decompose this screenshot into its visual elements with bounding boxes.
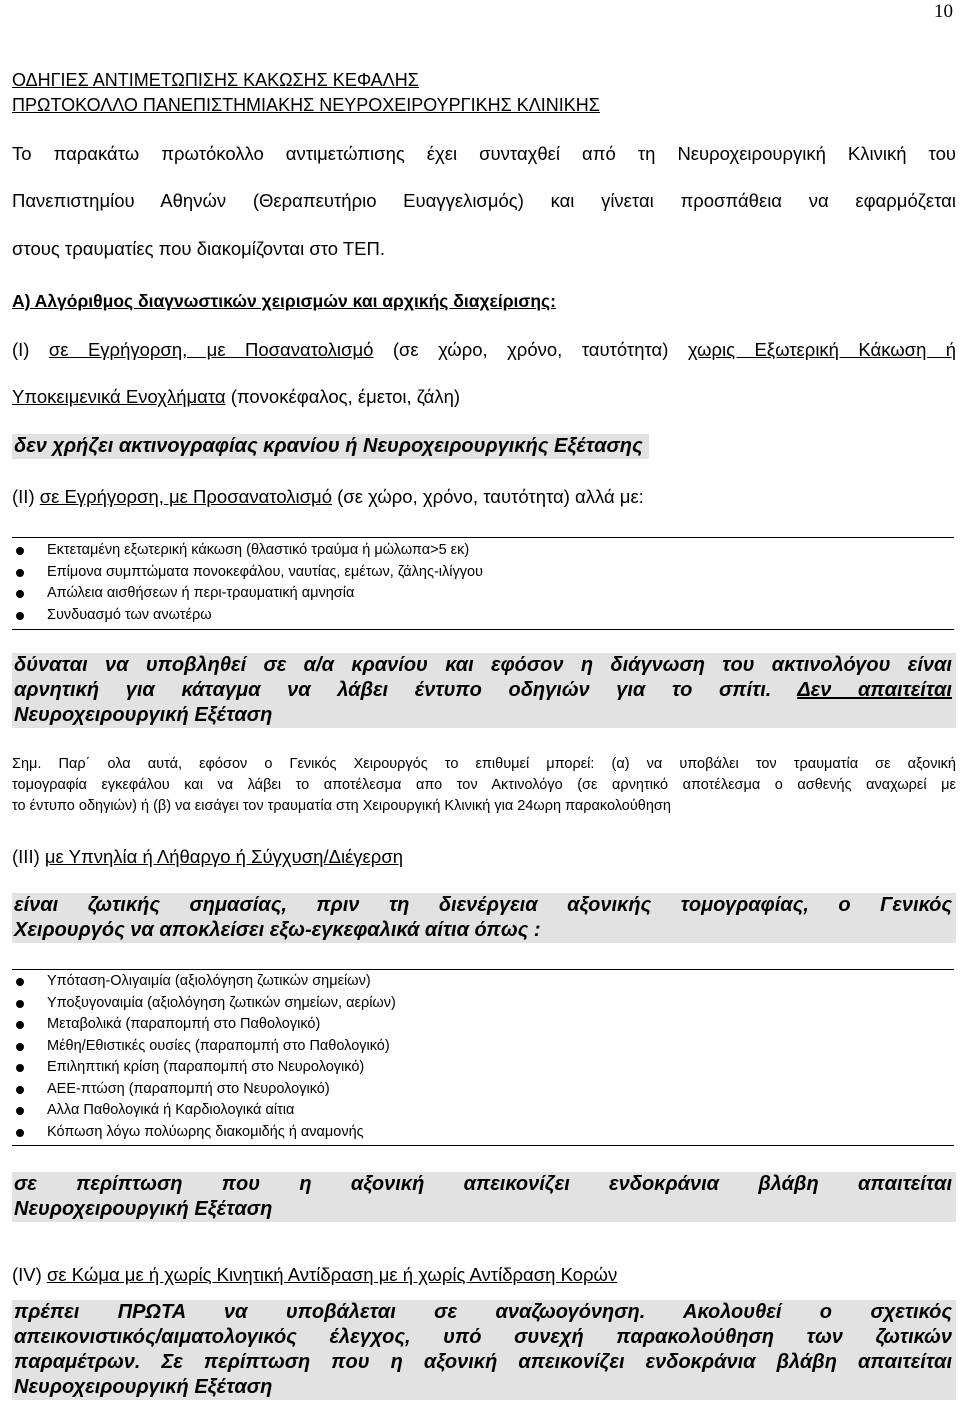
bullet-icon	[16, 1129, 24, 1137]
case-4-line	[12, 1264, 617, 1286]
bullet-icon	[16, 1086, 24, 1094]
case-1-line-2	[12, 386, 460, 408]
case-1-condition: σε Εγρήγορση, με Ποσανατολισμό	[48, 339, 374, 360]
case-1-symptoms-detail: (πονοκέφαλος, έμετοι, ζάλη)	[230, 386, 461, 407]
case-4-highlight	[12, 1300, 956, 1400]
intro-line-1: Το παρακάτω πρωτόκολλο αντιμετώπισης έχει συνταχθεί από τη Νευροχειρουργική Κλινική του	[12, 143, 956, 164]
bullet-icon	[16, 1043, 24, 1051]
list-item: Αλλα Παθολογικά ή Καρδιολογικά αίτια	[12, 1100, 954, 1122]
case-3-after-line-1: σε περίπτωση που η αξονική απεικονίζει ενδοκράνια βλάβη απαιτείται	[14, 1173, 952, 1195]
bullet-icon	[16, 978, 24, 986]
case-1-symptoms: Υποκειμενικά Ενοχλήματα	[12, 386, 226, 407]
list-item: Μεταβολικά (παραπομπή στο Παθολογικό)	[12, 1014, 954, 1036]
note-line-2: τομογραφία εγκεφάλου και να λάβει το αποτέλεσμα απο τον Ακτινολόγο (σε αρνητικό αποτέλεσμα ο ασθενής αναχωρεί με	[12, 777, 956, 793]
document-title: ΟΔΗΓΙΕΣ ΑΝΤΙΜΕΤΩΠΙΣΗΣ ΚΑΚΩΣΗΣ ΚΕΦΑΛΗΣ	[12, 70, 419, 90]
intro-line-2: Πανεπιστημίου Αθηνών (Θεραπευτήριο Ευαγγελισμός) και γίνεται προσπάθεια να εφαρμόζεται	[12, 190, 956, 211]
case-2-highlight-emphasis: Δεν απαιτείται	[797, 679, 952, 701]
note-line-1: Σημ. Παρ΄ ολα αυτά, εφόσον ο Γενικός Χειρουργός το επιθυμεί μπορεί: (α) να υποβάλει τον τραυματία σε αξονική	[12, 756, 956, 772]
bullet-icon	[16, 612, 24, 620]
note-line-3: το έντυπο οδηγιών) ή (β) να εισάγει τον τραυματία στη Χειρουργική Κλινική για 24ωρη παρακολούθηση	[12, 798, 671, 814]
case-3-highlight	[12, 893, 956, 943]
case-3-after-highlight	[12, 1172, 956, 1222]
note-paragraph	[12, 754, 956, 817]
case-3-number: (ΙΙΙ)	[12, 846, 40, 867]
case-4-highlight-line-1: πρέπει ΠΡΩΤΑ να υποβάλεται σε αναζωογόνηση. Ακολουθεί ο σχετικός	[14, 1301, 952, 1323]
list-item: Μέθη/Εθιστικές ουσίες (παραπομπή στο Παθολογικό)	[12, 1036, 954, 1058]
case-4-condition: σε Κώμα με ή χωρίς Κινητική Αντίδραση με ή χωρίς Αντίδραση Κορών	[46, 1264, 618, 1285]
case-2-line	[12, 486, 644, 508]
list-item: Συνδυασμό των ανωτέρω	[12, 605, 954, 627]
case-2-highlight-line-3: Νευροχειρουργική Εξέταση	[14, 704, 273, 726]
document-subtitle: ΠΡΩΤΟΚΟΛΛΟ ΠΑΝΕΠΙΣΤΗΜΙΑΚΗΣ ΝΕΥΡΟΧΕΙΡΟΥΡΓΙΚΗΣ ΚΛΙΝΙΚΗΣ	[12, 95, 600, 115]
bullet-icon	[16, 1064, 24, 1072]
case-4-highlight-line-3: παραμέτρων. Σε περίπτωση που η αξονική απεικονίζει ενδοκράνια βλάβη απαιτείται	[14, 1351, 952, 1373]
case-4-number: (ΙV)	[12, 1264, 42, 1285]
bullet-icon	[16, 1021, 24, 1029]
case-1-highlight	[12, 434, 649, 459]
case-3-line	[12, 846, 403, 868]
case-1-condition-2: χωρις Εξωτερική Κάκωση ή	[687, 339, 957, 360]
case-2-number: (ΙΙ)	[12, 486, 35, 507]
intro-line-3: στους τραυματίες που διακομίζονται στο ΤΕΠ.	[12, 238, 386, 259]
case-1-number: (Ι)	[12, 339, 30, 360]
list-item: Εκτεταμένη εξωτερική κάκωση (θλαστικό τραύμα ή μώλωπα>5 εκ)	[12, 540, 954, 562]
list-item: ΑΕΕ-πτώση (παραπομπή στο Νευρολογικό)	[12, 1079, 954, 1101]
case-2-highlight-line-2: αρνητική για κάταγμα να λάβει έντυπο οδηγιών για το σπίτι. Δεν απαιτείται	[14, 679, 952, 701]
list-item: Υποξυγοναιμία (αξιολόγηση ζωτικών σημείων, αερίων)	[12, 993, 954, 1015]
case-3-condition: με Υπνηλία ή Λήθαργο ή Σύγχυση/Διέγερση	[44, 846, 404, 867]
page-number: 10	[934, 1, 953, 22]
bullet-icon	[16, 547, 24, 555]
list-item: Επίμονα συμπτώματα πονοκεφάλου, ναυτίας, εμέτων, ζάλης-ιλίγγου	[12, 562, 954, 584]
bullet-icon	[16, 590, 24, 598]
case-1-detail: (σε χώρο, χρόνο, ταυτότητα)	[392, 339, 669, 360]
case-3-highlight-line-1: είναι ζωτικής σημασίας, πριν τη διενέργεια αξονικής τομογραφίας, ο Γενικός	[14, 894, 952, 916]
case-2-bullet-box	[12, 537, 954, 630]
bullet-icon	[16, 569, 24, 577]
case-2-detail: (σε χώρο, χρόνο, ταυτότητα) αλλά με:	[337, 486, 644, 507]
bullet-icon	[16, 1107, 24, 1115]
case-4-highlight-line-4: Νευροχειρουργική Εξέταση	[14, 1376, 273, 1398]
bullet-icon	[16, 1000, 24, 1008]
case-3-bullet-box	[12, 969, 954, 1146]
case-1-line-1	[12, 339, 956, 361]
case-2-highlight-line-1: δύναται να υποβληθεί σε α/α κρανίου και εφόσον η διάγνωση του ακτινολόγου είναι	[14, 654, 952, 676]
list-item: Επιληπτική κρίση (παραπομπή στο Νευρολογικό)	[12, 1057, 954, 1079]
case-2-condition: σε Εγρήγορση, με Προσανατολισμό	[39, 486, 332, 507]
case-3-after-line-2: Νευροχειρουργική Εξέταση	[14, 1198, 273, 1220]
section-a-heading: Α) Αλγόριθμος διαγνωστικών χειρισμών και αρχικής διαχείρισης:	[12, 291, 556, 311]
list-item: Υπόταση-Ολιγαιμία (αξιολόγηση ζωτικών σημείων)	[12, 971, 954, 993]
case-3-highlight-line-2: Χειρουργός να αποκλείσει εξω-εγκεφαλικά αίτια όπως :	[14, 919, 541, 941]
case-2-highlight	[12, 653, 956, 728]
case-1-highlight-text: δεν χρήζει ακτινογραφίας κρανίου ή Νευροχειρουργικής Εξέτασης	[14, 435, 643, 457]
list-item: Κόπωση λόγω πολύωρης διακομιδής ή αναμονής	[12, 1122, 954, 1144]
case-4-highlight-line-2: απεικονιστικός/αιματολογικός έλεγχος, υπό συνεχή παρακολούθηση των ζωτικών	[14, 1326, 952, 1348]
list-item: Απώλεια αισθήσεων ή περι-τραυματική αμνησία	[12, 583, 954, 605]
